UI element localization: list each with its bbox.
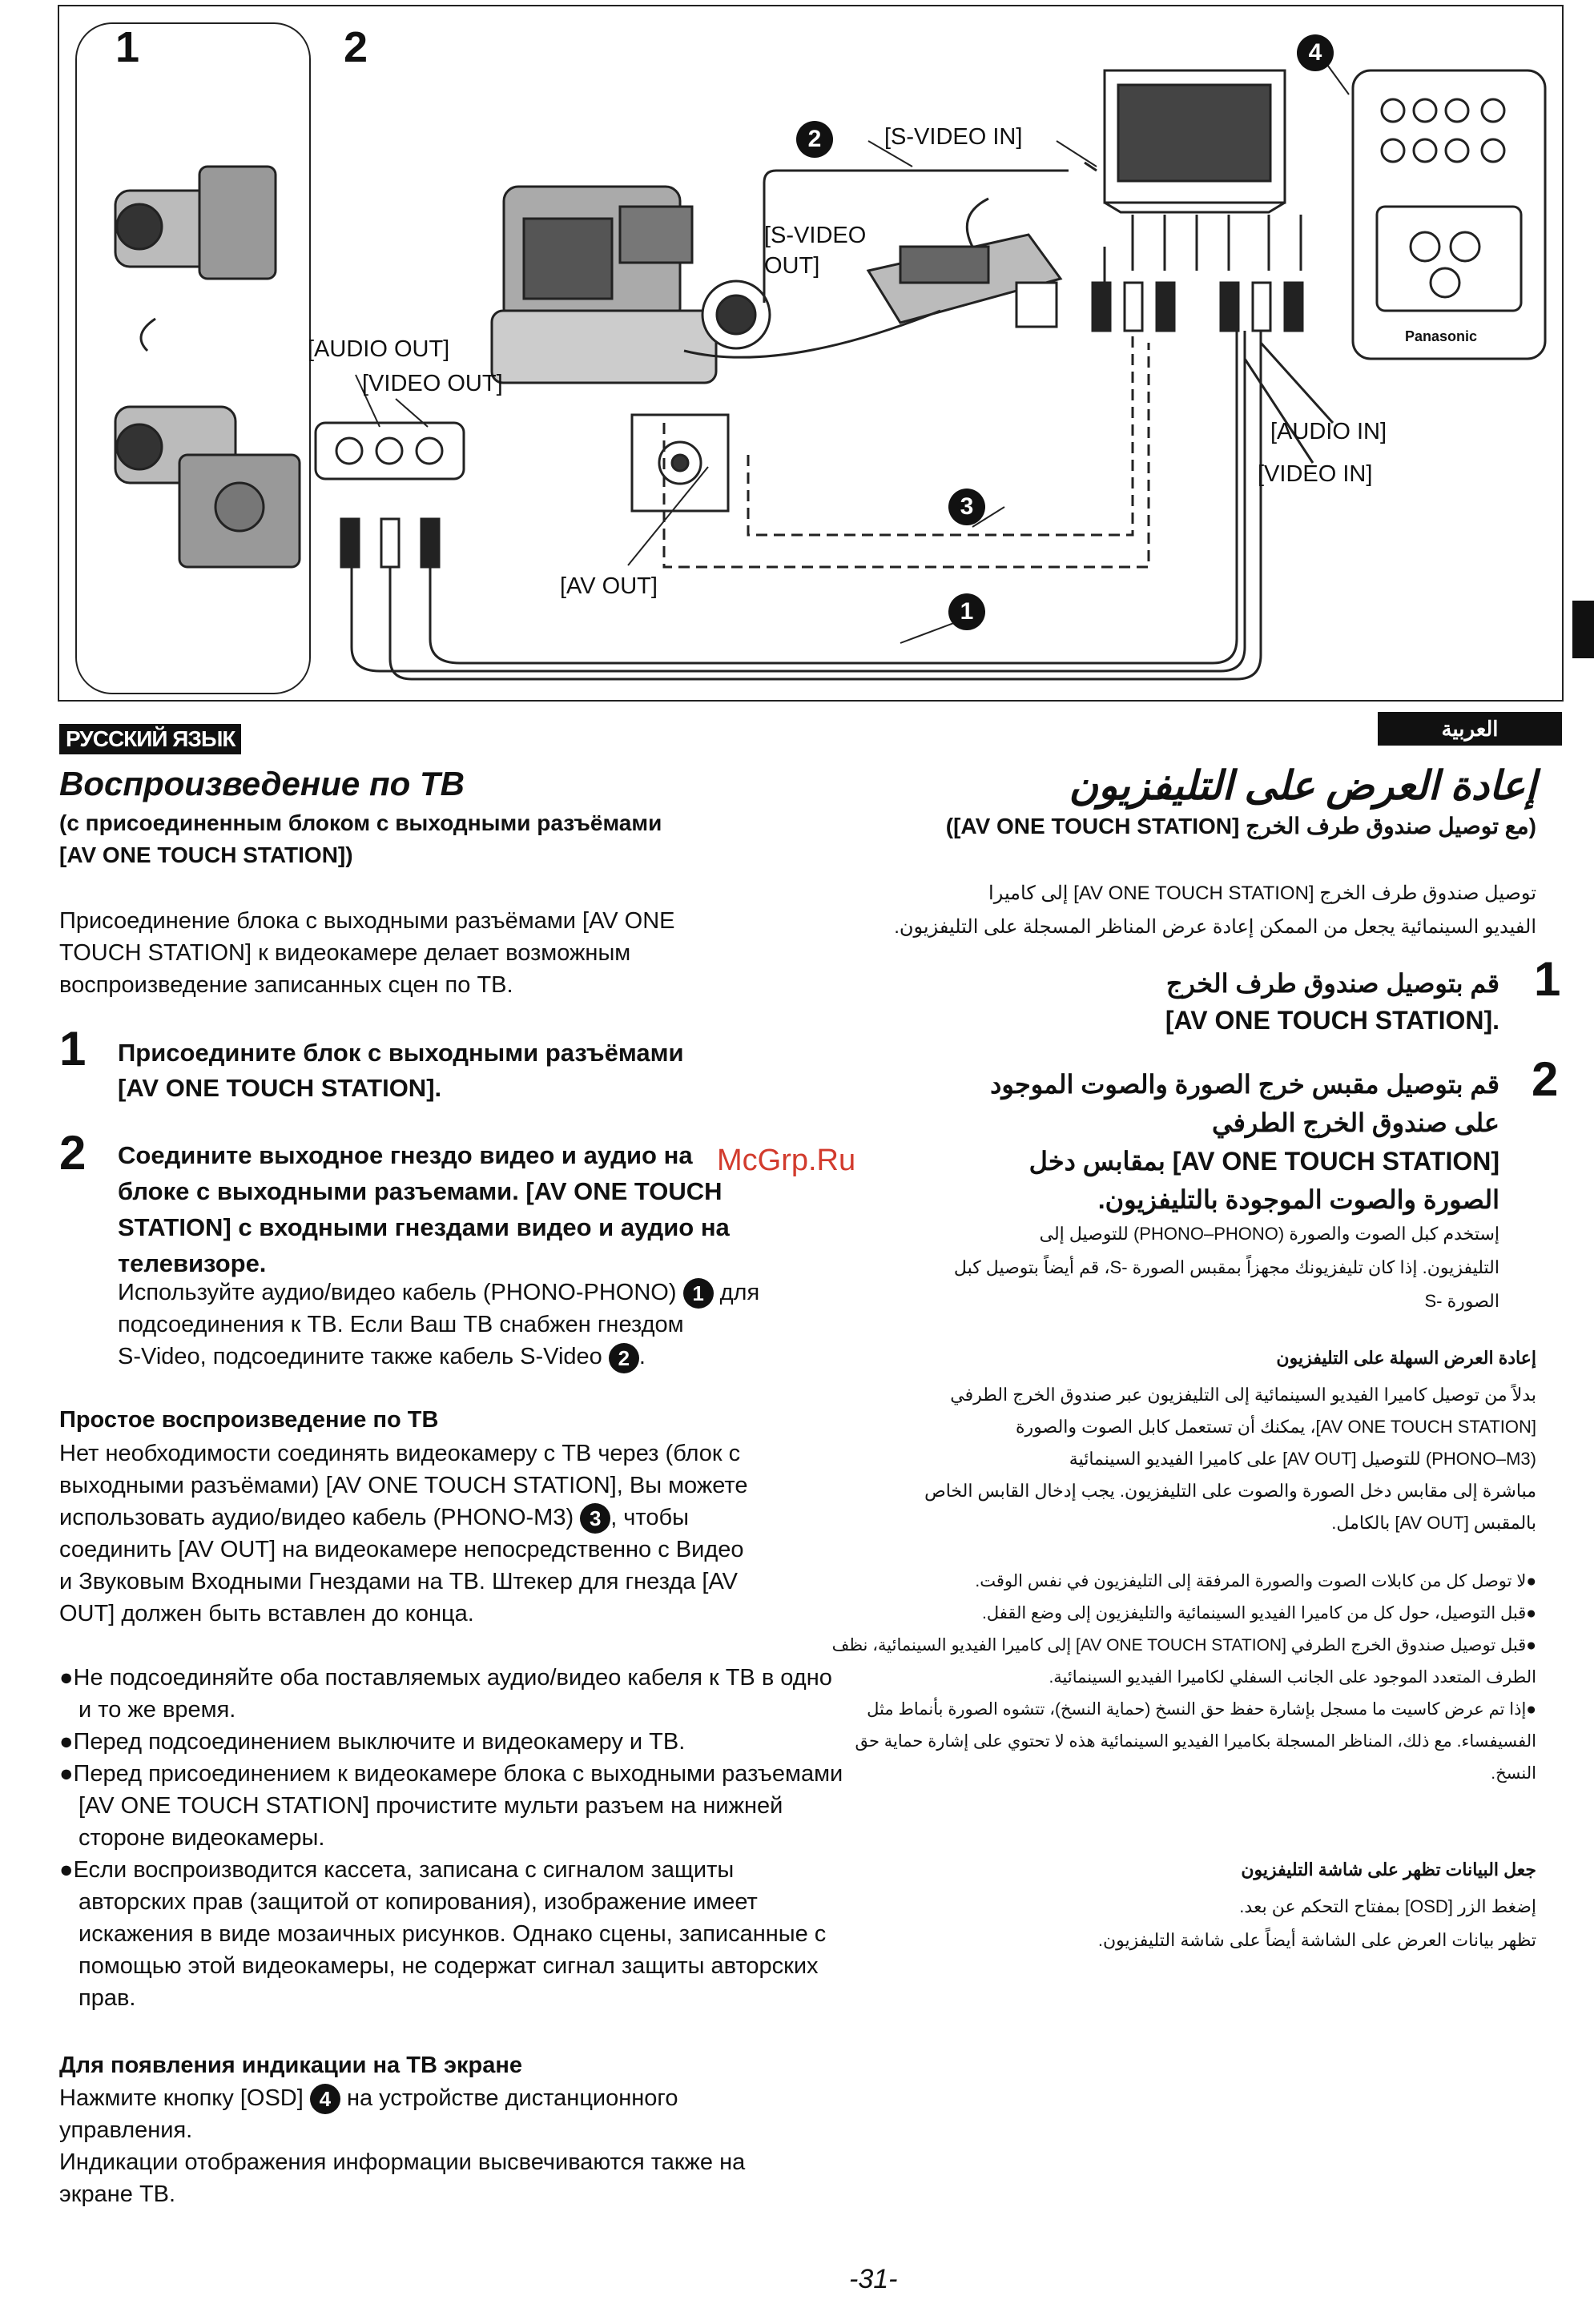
ru-osd-line: экране ТВ.	[59, 2181, 176, 2208]
ru-simple-line: OUT] должен быть вставлен до конца.	[59, 1601, 474, 1627]
ru-note: ●Если воспроизводится кассета, записана с сигналом защиты авторских прав (защитой от копирования), изображение имеет искажения в виде мозаичных рисунков. Однако сцены, записанные с помощью этой видеокамеры, не содержат сигнал защиты авторских прав.	[59, 1857, 827, 2011]
ru-osd-line: Индикации отображения информации высвечиваются также на	[59, 2149, 746, 2176]
ru-step-2-body-1b: для	[719, 1280, 760, 1305]
page-number: -31-	[849, 2264, 898, 2294]
ru-osd-line	[59, 2082, 745, 2114]
remote-brand: Panasonic	[1405, 328, 1478, 344]
label-video-in: [VIDEO IN]	[1258, 461, 1373, 487]
ar-title: إعادة العرض على التليفزيون	[1069, 763, 1536, 808]
connection-diagram	[58, 5, 1564, 702]
ru-note: ●Перед подсоединением выключите и видеокамеру и ТВ.	[59, 1729, 686, 1755]
badge-cable-3: 3	[948, 489, 985, 525]
ru-subtitle-2: [AV ONE TOUCH STATION])	[59, 842, 353, 867]
ru-step-2-body-3b: .	[638, 1344, 646, 1370]
ar-language-tag: العربية	[1378, 712, 1562, 746]
badge-1-icon: 1	[683, 1278, 714, 1309]
ar-step-1-number: 1	[1534, 952, 1561, 1006]
ru-step-2-line: блоке с выходными разъемами. [AV ONE TOUCH	[118, 1177, 723, 1205]
ru-step-2-body-2: подсоединения к ТВ. Если Ваш ТВ снабжен гнездом	[118, 1312, 684, 1338]
ru-simple-body	[59, 1437, 747, 1630]
ru-intro-line: TOUCH STATION] к видеокамере делает возможным	[59, 940, 631, 966]
ru-simple-line-3a: использовать аудио/видео кабель (PHONO-M3)	[59, 1505, 574, 1530]
badge-remote-4: 4	[1297, 34, 1334, 71]
label-audio-in: [AUDIO IN]	[1270, 419, 1387, 444]
label-video-out: [VIDEO OUT]	[362, 371, 503, 396]
ru-step-2-text	[118, 1137, 730, 1281]
ar-note: ●إذا تم عرض كاسيت ما مسجل بإشارة حفظ حق النسخ (حماية النسخ)، تتشوه الصورة بأنماط مثل الفسيفساء. مع ذلك، المناظر المسجلة بكاميرا الفيديو السينمائية هذه لا تحتوي على إشارة حماية حق النسخ.	[855, 1700, 1536, 1783]
ar-note: ●لا توصل كل من كابلات الصوت والصورة المرفقة إلى التليفزيون في نفس الوقت.	[975, 1572, 1536, 1590]
ru-osd-line: управления.	[59, 2117, 193, 2144]
ru-simple-line	[59, 1502, 747, 1534]
ar-step-2-number: 2	[1532, 1052, 1559, 1106]
ar-osd-line: تظهر بيانات العرض على الشاشة أيضاً على شاشة التليفزيون.	[1097, 1930, 1536, 1950]
ru-step-2-number: 2	[59, 1126, 87, 1180]
ar-easy-line: مباشرة إلى مقابس دخل الصورة والصوت على التليفزيون. يجب إدخال القابس الخاص	[924, 1481, 1536, 1501]
ar-step-2-line: على صندوق الخرج الطرفي	[1211, 1108, 1499, 1137]
ar-osd-body	[815, 1890, 1536, 1957]
ar-osd-heading: جعل البيانات تظهر على شاشة التليفزيون	[1241, 1860, 1536, 1880]
label-av-out: [AV OUT]	[560, 573, 658, 599]
ru-step-2-body-1a: Используйте аудио/видео кабель (PHONO-PHONO)	[118, 1280, 677, 1305]
ru-step-2-body	[118, 1277, 759, 1373]
watermark: McGrp.Ru	[717, 1144, 856, 1177]
ru-osd-heading: Для появления индикации на ТВ экране	[59, 2053, 522, 2078]
panel-1-frame	[75, 22, 311, 694]
ru-osd-line-1b: на устройстве дистанционного	[346, 2085, 678, 2111]
ar-step-2-body-line: الصورة -S	[1424, 1291, 1499, 1311]
badge-2-icon: 2	[609, 1343, 639, 1373]
badge-cable-1: 1	[948, 593, 985, 630]
av-station-box	[316, 423, 464, 479]
ar-easy-line: بدلاً من توصيل كاميرا الفيديو السينمائية إلى التليفزيون عبر صندوق الخرج الطرفي	[950, 1385, 1536, 1405]
ar-step-2-body-line: إستخدم كبل الصوت والصورة (PHONO–PHONO) للتوصيل إلى	[1039, 1224, 1499, 1244]
ar-step-2-line: الصورة والصوت الموجودة بالتليفزيون.	[1097, 1185, 1499, 1214]
label-s-video-out-2: OUT]	[764, 253, 820, 279]
page-edge-marker	[1572, 601, 1594, 658]
ar-step-1-line: قم بتوصيل صندوق طرف الخرج	[1165, 969, 1499, 998]
ar-step-2-text	[859, 1065, 1499, 1219]
ar-step-1-line: .[AV ONE TOUCH STATION]	[1165, 1006, 1499, 1035]
ar-step-2-line: [AV ONE TOUCH STATION] بمقابس دخل	[1028, 1147, 1499, 1176]
ru-notes	[59, 1662, 844, 2014]
ru-step-2-body-line	[118, 1277, 759, 1309]
ar-note: ●قبل التوصيل، حول كل من كاميرا الفيديو السينمائية والتليفزيون إلى وضع القفل.	[982, 1604, 1536, 1622]
ar-intro	[815, 877, 1536, 944]
ru-simple-line: соединить [AV OUT] на видеокамере непосредственно с Видео	[59, 1537, 744, 1563]
ar-easy-heading: إعادة العرض السهلة على التليفزيون	[1276, 1348, 1536, 1368]
ru-intro	[59, 905, 675, 1001]
ru-step-1-number: 1	[59, 1022, 87, 1076]
tv-input-arrows	[1133, 215, 1301, 271]
remote-control	[1245, 70, 1545, 463]
ru-step-1-line: Присоедините блок с выходными разъёмами	[118, 1039, 684, 1067]
ar-notes	[815, 1566, 1536, 1790]
s-video-jack	[702, 281, 770, 348]
ar-easy-line: بالمقبس [AV OUT] بالكامل.	[1331, 1513, 1536, 1533]
label-audio-out: [AUDIO OUT]	[308, 336, 450, 362]
ar-subtitle: (مع توصيل صندوق طرف الخرج [AV ONE TOUCH STATION])	[945, 814, 1536, 838]
ru-step-2-line: телевизоре.	[118, 1249, 267, 1277]
ru-note: ●Не подсоединяйте оба поставляемых аудио/видео кабеля к ТВ в одно и то же время.	[59, 1665, 832, 1723]
ar-step-2-body	[859, 1217, 1499, 1318]
ru-subtitle-1: (с присоединенным блоком с выходными разъёмами	[59, 810, 662, 835]
camcorder	[492, 187, 716, 383]
ar-step-1-text	[859, 965, 1499, 1039]
ru-intro-line: воспроизведение записанных сцен по ТВ.	[59, 972, 513, 998]
ru-step-2-line: STATION] с входными гнездами видео и аудио на	[118, 1213, 730, 1241]
ru-step-1-line: [AV ONE TOUCH STATION].	[118, 1074, 442, 1102]
ru-osd-body	[59, 2082, 745, 2210]
ru-step-2-body-3a: S-Video, подсоедините также кабель S-Video	[118, 1344, 602, 1370]
station-plugs	[341, 519, 439, 567]
badge-cable-2: 2	[796, 121, 833, 158]
ru-osd-line-1a: Нажмите кнопку [OSD]	[59, 2085, 304, 2111]
panel-2-number: 2	[344, 23, 368, 71]
badge-3-icon: 3	[580, 1503, 610, 1534]
ru-title: Воспроизведение по ТВ	[59, 765, 465, 802]
ru-language-tag: РУССКИЙ ЯЗЫК	[59, 724, 241, 754]
ar-note: ●قبل توصيل صندوق الخرج الطرفي [AV ONE TOUCH STATION] إلى كاميرا الفيديو السينمائية، نظف الطرف المتعدد الموجود على الجانب السفلي لكاميرا الفيديو السينمائية.	[831, 1636, 1536, 1687]
tv-side-plugs	[1093, 283, 1302, 331]
ru-step-1-text	[118, 1035, 684, 1106]
av-out-jack	[632, 415, 728, 511]
ar-step-2-body-line: التليفزيون. إذا كان تليفزيونك مجهزاً بمقبس الصورة -S، قم أيضاً بتوصيل كبل	[953, 1257, 1499, 1277]
ar-intro-line: توصيل صندوق طرف الخرج [AV ONE TOUCH STATION] إلى كاميرا	[988, 883, 1536, 904]
ru-simple-line: Нет необходимости соединять видеокамеру с ТВ через (блок с	[59, 1441, 741, 1466]
panel-1-number: 1	[115, 23, 140, 71]
label-s-video-out-1: [S-VIDEO	[764, 223, 867, 248]
ru-simple-line: и Звуковым Входными Гнездами на ТВ. Штекер для гнезда [AV	[59, 1569, 738, 1595]
ru-step-2-body-line	[118, 1341, 759, 1373]
label-s-video-in: [S-VIDEO IN]	[884, 124, 1023, 150]
ru-simple-line-3b: , чтобы	[610, 1505, 689, 1530]
ru-note: ●Перед присоединением к видеокамере блока с выходными разъемами [AV ONE TOUCH STATION] прочистите мульти разъем на нижней стороне видеокамеры.	[59, 1761, 843, 1851]
ru-simple-heading: Простое воспроизведение по ТВ	[59, 1407, 439, 1433]
tv-set	[1105, 70, 1285, 212]
badge-4-icon: 4	[310, 2084, 340, 2114]
ar-step-2-line: قم بتوصيل مقبس خرج الصورة والصوت الموجود	[990, 1070, 1499, 1099]
ar-easy-line: [AV ONE TOUCH STATION]، يمكنك أن تستعمل كابل الصوت والصورة	[1015, 1417, 1536, 1437]
ar-intro-line: الفيديو السينمائية يجعل من الممكن إعادة عرض المناظر المسجلة على التليفزيون.	[894, 916, 1536, 938]
ru-intro-line: Присоединение блока с выходными разъёмами [AV ONE	[59, 908, 675, 934]
ru-step-2-line: Соедините выходное гнездо видео и аудио на	[118, 1141, 693, 1169]
ar-easy-line: (PHONO–M3) للتوصيل [AV OUT] على كاميرا الفيديو السينمائية	[1069, 1449, 1536, 1469]
ar-easy-body	[815, 1379, 1536, 1539]
ac-adapter	[868, 235, 1061, 327]
ru-simple-line: выходными разъёмами) [AV ONE TOUCH STATION], Вы можете	[59, 1473, 748, 1498]
ar-osd-line: إضغط الزر [OSD] بمفتاح التحكم عن بعد.	[1239, 1896, 1536, 1916]
